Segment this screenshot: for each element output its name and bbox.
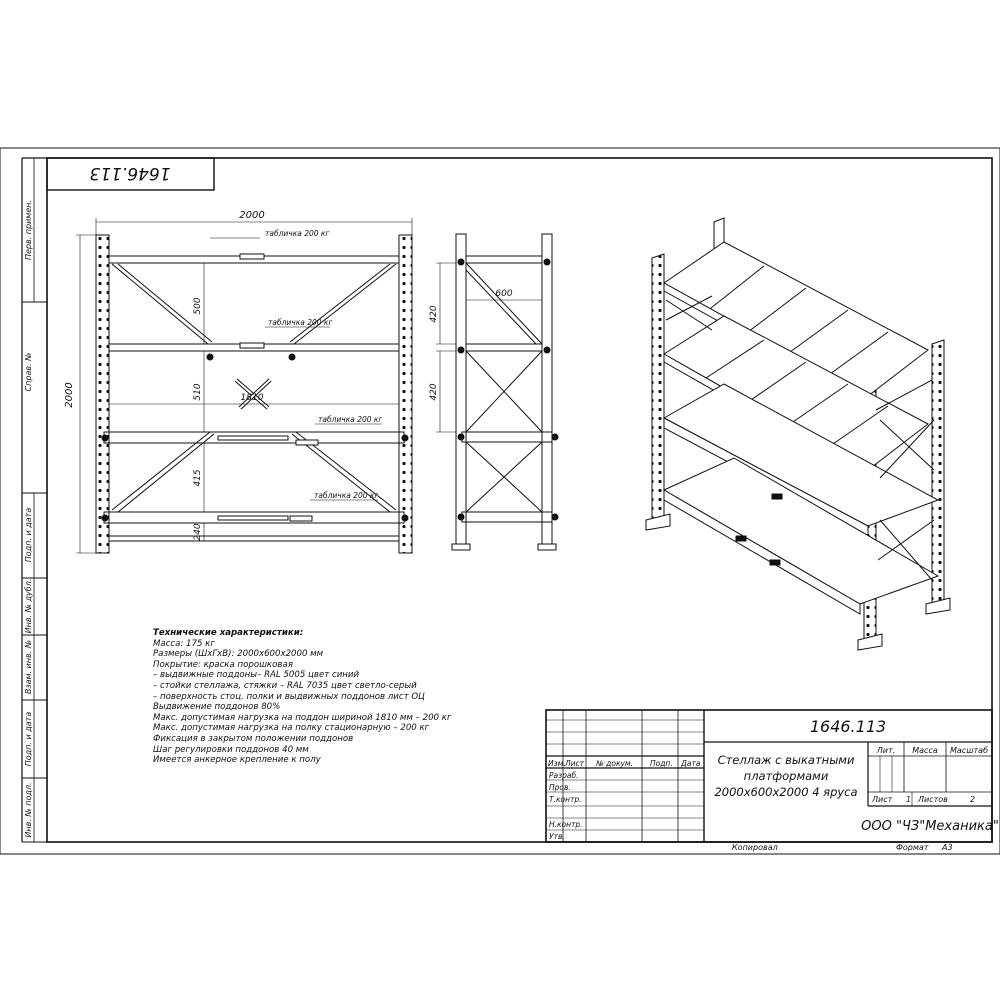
plate-label-3: табличка 200 кг: [318, 415, 383, 424]
plate-label-4: табличка 200 кг: [314, 491, 379, 500]
spec-line: Шаг регулировки поддонов 40 мм: [153, 744, 309, 755]
header-docnum: № докум.: [596, 759, 633, 768]
role-prov: Пров.: [549, 783, 571, 792]
dim-420-a: 420: [429, 305, 439, 323]
spec-line: Макс. допустимая нагрузка на поддон шириной 1810 мм – 200 кг: [153, 712, 452, 723]
dim-415: 415: [193, 469, 203, 487]
company-name: ООО "ЧЗ"Механика": [861, 819, 999, 834]
front-view: [76, 218, 412, 553]
dim-500: 500: [193, 297, 203, 315]
role-razrab: Разраб.: [549, 771, 579, 780]
spec-line: Масса: 175 кг: [153, 638, 215, 649]
format-value: А3: [942, 843, 953, 852]
header-date: Дата: [681, 759, 701, 768]
spec-line: Размеры (ШхГхВ): 2000х600х2000 мм: [153, 649, 324, 660]
title-line-2: платформами: [743, 769, 829, 783]
role-nkontr: Н.контр.: [549, 820, 583, 829]
title-block-text: [548, 717, 999, 852]
front-bottom-beam: [109, 536, 399, 541]
side-label-sprav: Справ. №: [24, 352, 33, 392]
side-label-vzam: Взам. инв. №: [24, 639, 33, 695]
spec-line: Имеется анкерное крепление к полу: [153, 755, 321, 766]
side-upright-front: [456, 234, 466, 546]
isometric-view: [646, 218, 950, 650]
side-label-podp1: Подп. и дата: [24, 507, 33, 563]
header-izm: Изм.: [548, 759, 566, 768]
spec-line: Макс. допустимая нагрузка на полку стационарную – 200 кг: [153, 723, 430, 734]
title-line-1: Стеллаж с выкатными: [717, 753, 855, 767]
side-upright-back: [542, 234, 552, 546]
side-label-dubl: Инв. № дубл.: [24, 578, 33, 634]
plate-label-1: табличка 200 кг: [265, 229, 330, 238]
dim-510: 510: [193, 383, 203, 401]
scale-label: Масштаб: [949, 746, 989, 755]
spec-line: – стойки стеллажа, стяжки – RAL 7035 цвет светло-серый: [153, 680, 417, 691]
dim-depth: 600: [495, 289, 513, 299]
copied-label: Копировал: [732, 843, 778, 852]
spec-line: Выдвижение поддонов 80%: [153, 702, 281, 713]
role-tkontr: Т.контр.: [549, 795, 582, 804]
side-labels: [24, 200, 33, 838]
drawing-number-mirrored: 1646.113: [89, 163, 171, 184]
role-utv: Утв.: [549, 832, 565, 841]
sheets-label: Листов: [918, 795, 948, 804]
side-view: [436, 234, 558, 550]
header-list: Лист: [565, 759, 585, 768]
technical-specs: [153, 628, 533, 766]
plate-label-2: табличка 200 кг: [268, 318, 333, 327]
side-label-podp2: Подп. и дата: [24, 711, 33, 767]
sheets-value: 2: [970, 795, 976, 804]
dim-height: 2000: [64, 382, 75, 408]
dim-width: 2000: [239, 210, 265, 221]
spec-line: Фиксация в закрытом положении поддонов: [153, 733, 354, 744]
lit-label: Лит.: [876, 746, 896, 755]
side-label-perv: Перв. примен.: [24, 199, 33, 261]
drawing-number: 1646.113: [809, 717, 887, 736]
sheet-value: 1: [906, 795, 912, 804]
side-label-podl: Инв. № подл.: [24, 782, 33, 838]
sheet-label: Лист: [872, 795, 893, 804]
dim-420-b: 420: [429, 383, 439, 401]
dim-240: 240: [193, 523, 203, 541]
header-podp: Подп.: [650, 759, 673, 768]
dim-1810: 1810: [240, 393, 264, 403]
spec-line: – поверхность стоц. полки и выдвижных поддонов лист ОЦ: [153, 691, 425, 702]
spec-line: – выдвижные поддоны– RAL 5005 цвет синий: [153, 670, 360, 681]
specs-heading: Технические характеристики:: [153, 628, 304, 638]
title-line-3: 2000х600х2000 4 яруса: [714, 785, 858, 799]
format-label: Формат: [896, 843, 929, 852]
mass-label: Масса: [912, 746, 938, 755]
spec-line: Покрытие: краска порошковая: [153, 659, 293, 670]
